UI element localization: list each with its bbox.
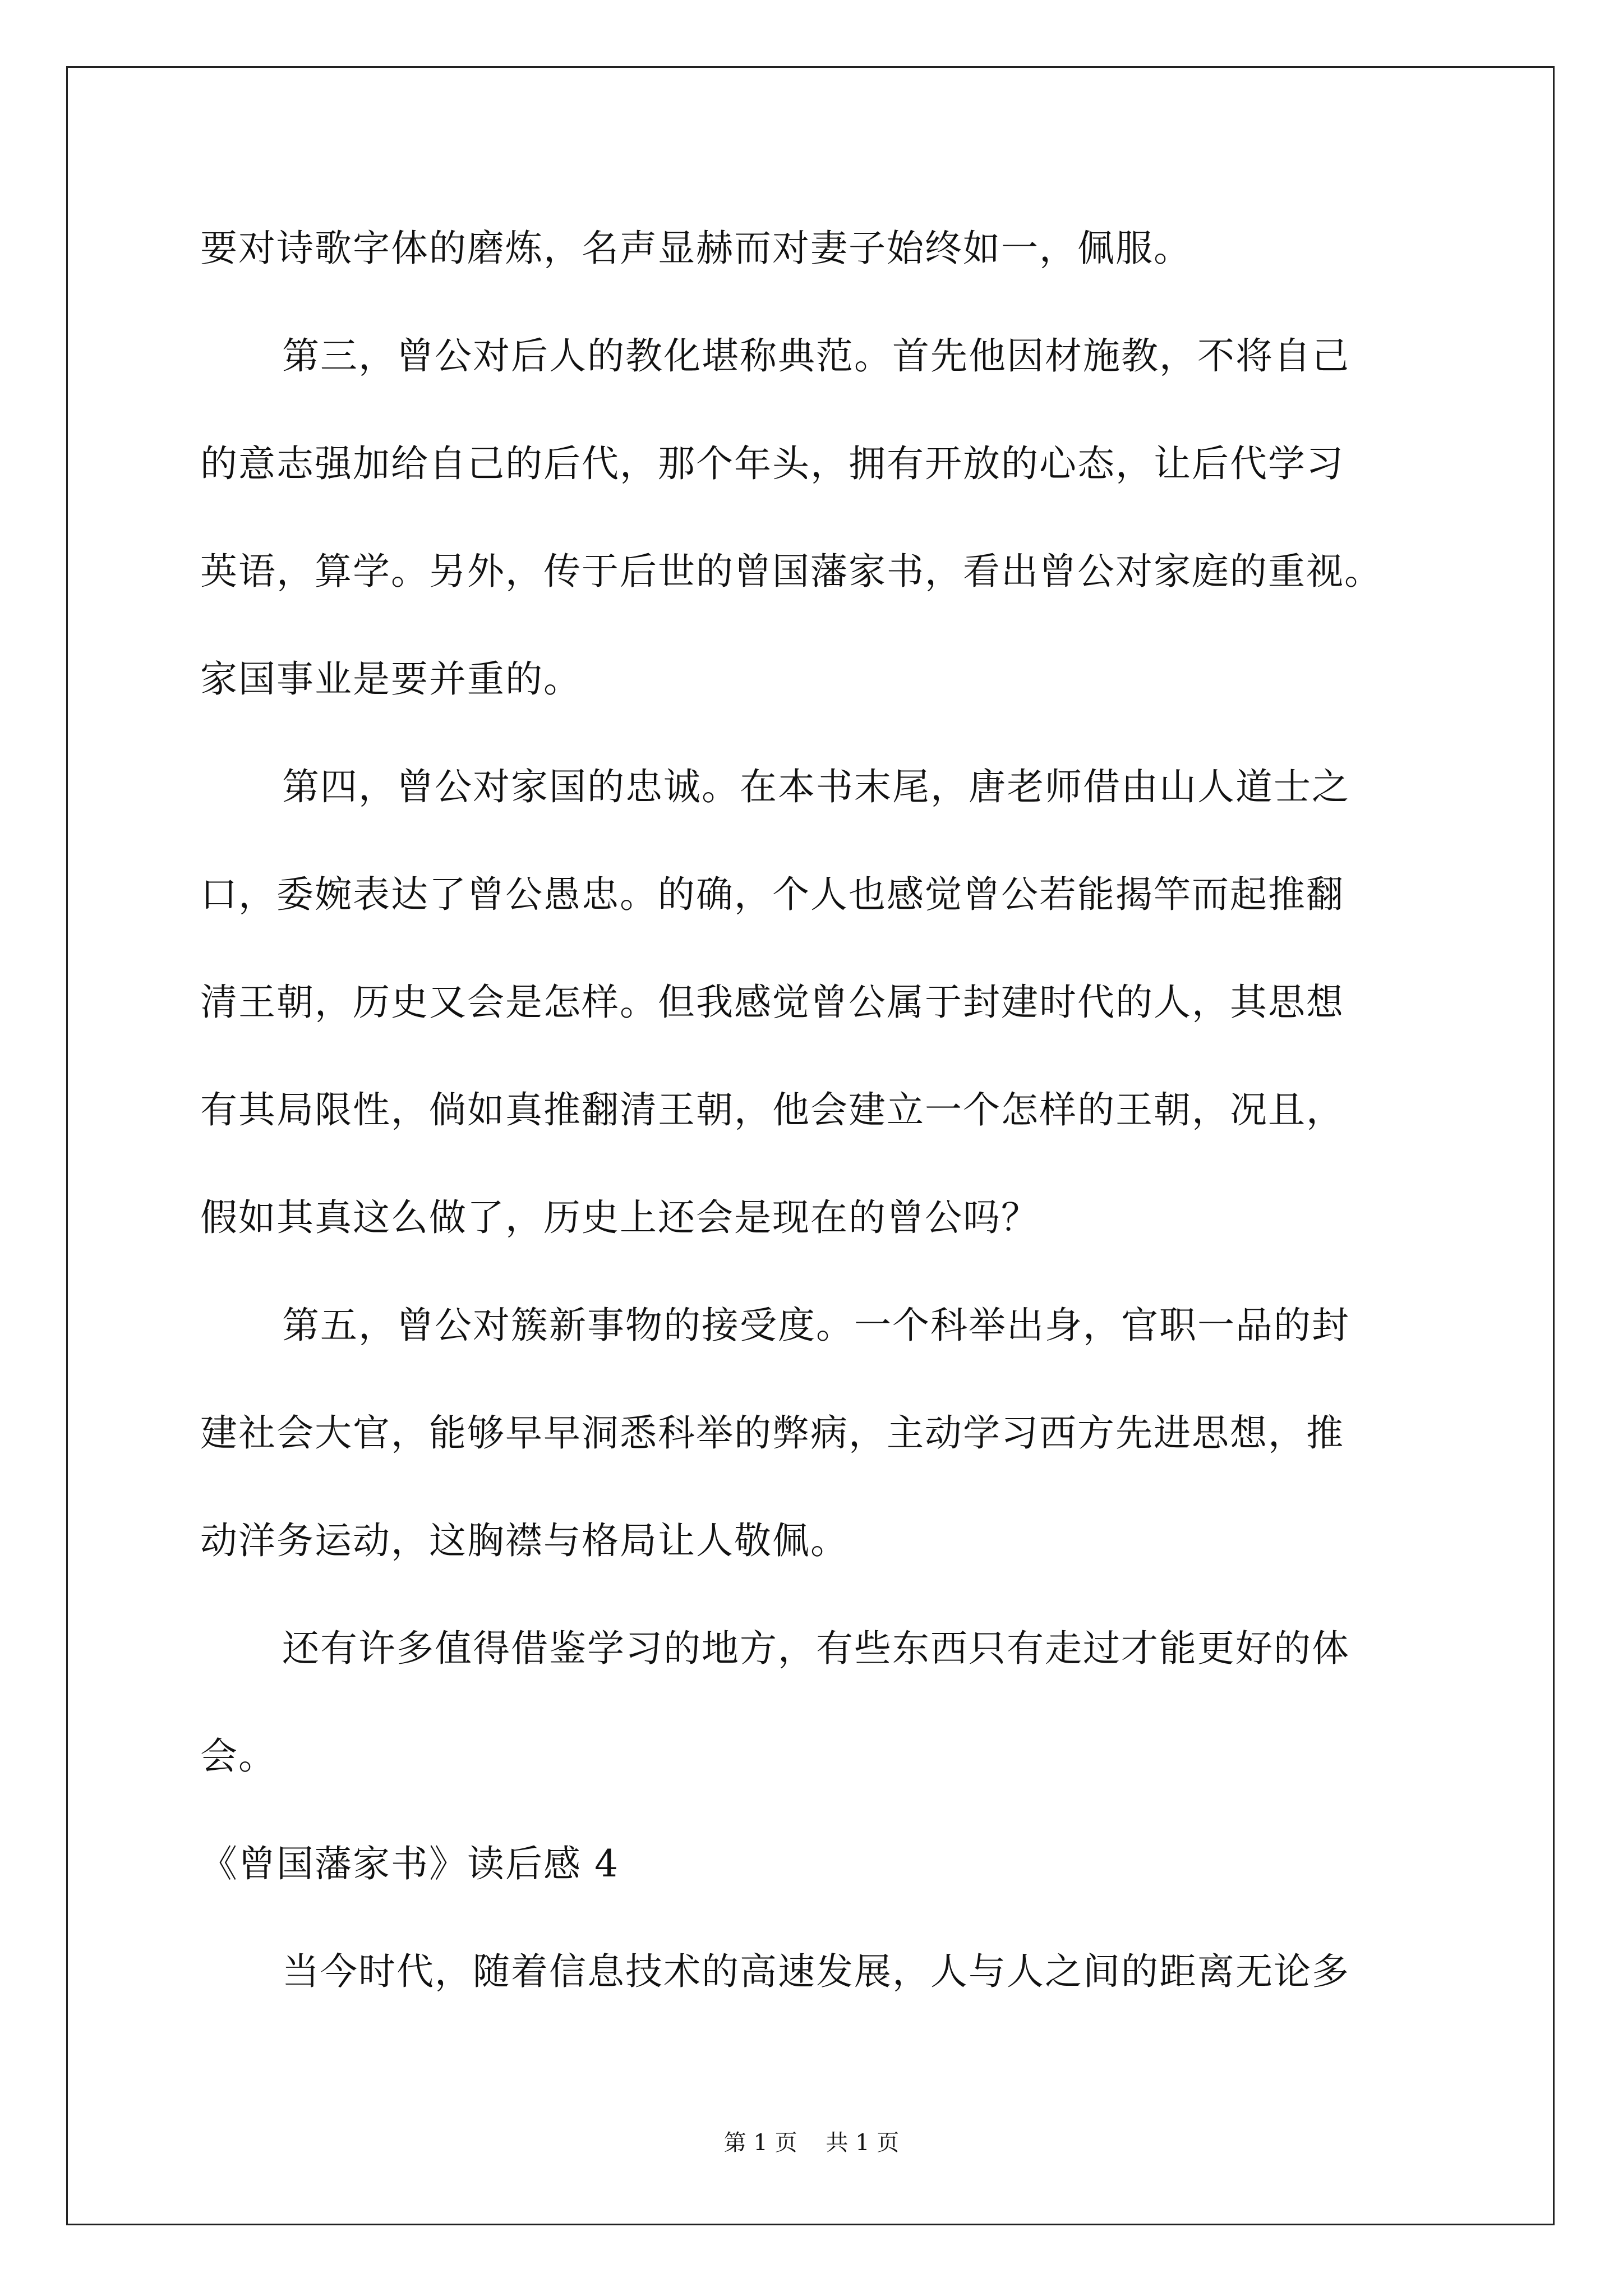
text-line: 建社会大官，能够早早洞悉科举的弊病，主动学习西方先进思想，推 bbox=[200, 1411, 1344, 1455]
text-line: 动洋务运动，这胸襟与格局让人敬佩。 bbox=[200, 1519, 849, 1562]
text-line: 清王朝，历史又会是怎样。但我感觉曾公属于封建时代的人，其思想 bbox=[200, 981, 1344, 1024]
paragraph-start-line: 第五，曾公对簇新事物的接受度。一个科举出身，官职一品的封 bbox=[282, 1304, 1350, 1347]
paragraph-start-line: 还有许多值得借鉴学习的地方，有些东西只有走过才能更好的体 bbox=[282, 1627, 1350, 1670]
section-heading: 《曾国藩家书》读后感 4 bbox=[200, 1842, 619, 1885]
text-line: 要对诗歌字体的磨炼，名声显赫而对妻子始终如一，佩服。 bbox=[200, 227, 1192, 270]
text-line: 有其局限性，倘如真推翻清王朝，他会建立一个怎样的王朝，况且， bbox=[200, 1088, 1344, 1131]
text-line: 会。 bbox=[200, 1734, 276, 1778]
paragraph-start-line: 第三，曾公对后人的教化堪称典范。首先他因材施教，不将自己 bbox=[282, 334, 1350, 378]
text-line: 假如其真这么做了，历史上还会是现在的曾公吗？ bbox=[200, 1196, 1039, 1239]
page-border bbox=[66, 66, 1555, 2225]
paragraph-start-line: 当今时代，随着信息技术的高速发展，人与人之间的距离无论多 bbox=[282, 1950, 1350, 1993]
paragraph-start-line: 第四，曾公对家国的忠诚。在本书末尾，唐老师借由山人道士之 bbox=[282, 765, 1350, 808]
text-line: 口，委婉表达了曾公愚忠。的确，个人也感觉曾公若能揭竿而起推翻 bbox=[200, 873, 1344, 916]
text-line: 的意志强加给自己的后代，那个年头，拥有开放的心态，让后代学习 bbox=[200, 442, 1344, 485]
text-line: 家国事业是要并重的。 bbox=[200, 657, 582, 701]
text-line: 英语，算学。另外，传于后世的曾国藩家书，看出曾公对家庭的重视。 bbox=[200, 550, 1382, 593]
page-number-footer: 第 1 页 共 1 页 bbox=[723, 2130, 900, 2156]
